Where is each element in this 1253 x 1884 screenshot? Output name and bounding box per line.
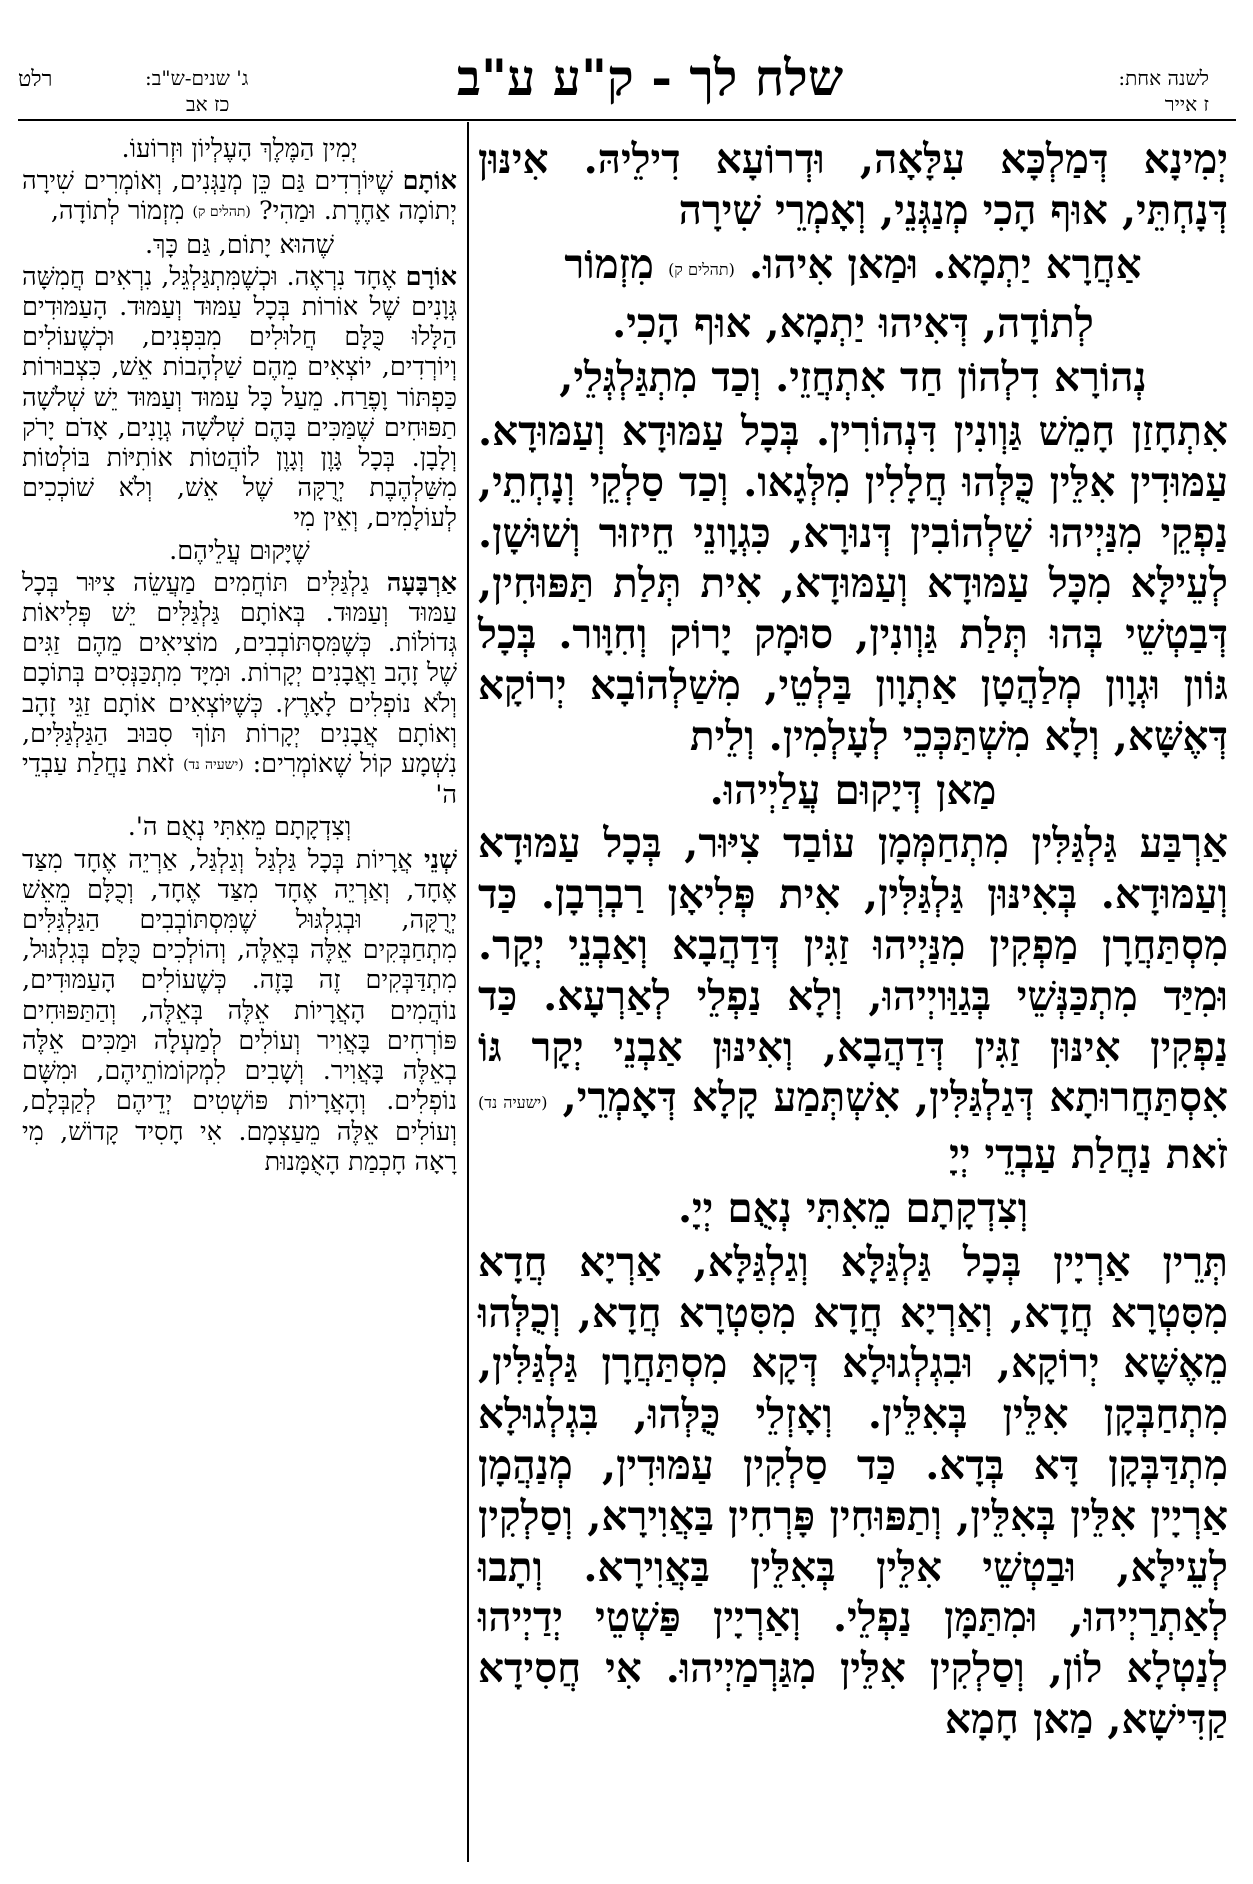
verse-reference: (ישעיה נד) (183, 757, 244, 774)
page-header (0, 0, 1253, 115)
schedule-label-one-year: לשנה אחת: (1118, 66, 1209, 90)
side-paragraph-2-end (22, 536, 457, 566)
side-text: שֶׁהוּא יָתוֹם, גַּם כָּךְ. (144, 229, 335, 260)
verse-quote: זֹאת נַחֲלַת עַבְדֵי ה' (22, 749, 457, 811)
paragraph-lead-word: שְׁנֵי (423, 844, 458, 875)
side-text: גַלְגַּלִּים תּוֹחֲמִים מַעֲשֵׂה צִיּוּר בְּכָל עַמּוּד וְעַמּוּד. בְּאוֹתָם גַּלְגַּלִּים יֵשׁ פְּלִיאוֹת גְּדוֹלוֹת. כְּשֶׁמִּסְתּוֹבְבִים, מוֹצִיאִים מֵהֶם זַגִּים שֶׁל זָהָב וַאֲבָנִים יְקָרוֹת. וּמִיָּד מִתְכַּנְּסִים בְּתוֹכָם וְלֹא נוֹפְלִים לָאָרֶץ. כְּשֶׁיּוֹצְאִים אוֹתָם זַגֵּי זָהָב וְאוֹתָם אֲבָנִים יְקָרוֹת תּוֹךְ סִבּוּב הַגַּלְגַּלִּים, נִשְׁמָע קוֹל שֶׁאוֹמְרִים: (22, 567, 457, 780)
verse-reference: (תהלים ק) (668, 259, 735, 279)
verse-quote: זֹאת נַחֲלַת עַבְדֵי יְיָ (949, 1130, 1228, 1179)
main-paragraph-1-end (478, 298, 1228, 349)
main-paragraph-4 (478, 1237, 1228, 1745)
main-paragraph-2-start (478, 352, 1228, 403)
verse-quote: וְצִדְקָתָם מֵאִתִּי נְאֻם יְיָ. (677, 1183, 1029, 1232)
side-paragraph-2 (22, 262, 457, 534)
side-paragraph-1-end (22, 230, 457, 260)
side-text: אֲרָיוֹת בְּכָל גַּלְגַּל וְגַלְגַּל, אַרְיֵה אֶחָד מִצַּד אֶחָד, וְאַרְיֵה אֶחָד מִצַּד אֶחָד, וְכֻלָּם מֵאֵשׁ יְרֻקָּה, וּבְגִלְגּוּל שֶׁמִּסְתּוֹבְבִים הַגַּלְגַּלִּים מִתְחַבְּקִים אֵלֶּה בְּאֵלֶּה, וְהוֹלְכִים כֻּלָּם בְּגִלְגּוּל, מִתְדַּבְּקִים זֶה בָּזֶה. כְּשֶׁעוֹלִים הָעַמּוּדִים, נוֹהֲמִים הָאֲרָיוֹת אֵלֶּה בְּאֵלֶּה, וְהַתַּפּוּחִים פּוֹרְחִים בָּאֲוִיר וְעוֹלִים לְמַעְלָה וּמַכִּים אֵלֶּה בְאֵלֶּה בָּאֲוִיר. וְשָׁבִים לִמְקוֹמוֹתֵיהֶם, וּמִשָּׁם נוֹפְלִים. וְהָאֲרָיוֹת פּוֹשְׁטִים יְדֵיהֶם לְקַבְּלָם, וְעוֹלִים אֵלֶּה מֵעַצְמָם. אִי חָסִיד קָדוֹשׁ, מִי רָאָה חָכְמַת הָאֻמָּנוּת (22, 844, 457, 1177)
main-text: תְּרֵין אַרְיָין בְּכָל גַּלְגַּלָּא וְגַלְגַּלָּא, אַרְיָא חֲדָא מִסִּטְרָא חֲדָא, וְאַרְיָא חֲדָא מִסִּטְרָא חֲדָא, וְכֻלְּהוּ מֵאֶשָּׁא יְרוֹקָא, וּבִגְלְגוּלָא דְּקָא מִסְתַּחֲרָן גַּלְגַּלִּין, מִתְחַבְּקָן אִלֵּין בְּאִלֵּין. וְאָזְלֵי כֻּלְּהוּ, בִּגְלְגוּלָא מִתְדַּבְּקָן דָּא בְּדָא. כַּד סַלְקִין עַמּוּדִין, מְנַהֲמָן אַרְיָין אִלֵּין בְּאִלֵּין, וְתַפּוּחִין פָּרְחִין בַּאֲוִירָא, וְסַלְקִין לְעֵילָּא, וּבַטְשֵׁי אִלֵּין בְּאִלֵּין בַּאֲוִירָא. וְתָבוּ לְאַתְרַיְיהוּ, וּמִתַּמָּן נַפְלֵי. וְאַרְיָין פַּשְׁטֵי יְדַיְיהוּ לְנַטְלָא לוֹן, וְסַלְקִין אִלֵּין מִגַּרְמַיְיהוּ. אִי חֲסִידָא קַדִּישָׁא, מַאן חָמָא (478, 1237, 1228, 1743)
main-text: יְמִינָא דְּמַלְכָּא עִלָּאָה, וּדְרוֹעָא דִילֵיהּ. אִינּוּן דְּנָחְתֵּי, אוּף הָכִי מְנַגְּנֵי, וְאָמְרֵי שִׁירָה (478, 135, 1228, 234)
side-paragraph-3 (22, 568, 457, 811)
page-title: שלח לך - ק"ע ע"ב (456, 48, 844, 107)
verse-reference: (ישעיה נד) (478, 1093, 548, 1113)
main-paragraph-3 (478, 818, 1228, 1180)
side-paragraph-1 (22, 166, 457, 227)
schedule-date-one-year: ז אייר (1164, 92, 1209, 116)
side-text: אֶחָד נִרְאֶה. וּכְשֶׁמִּתְגַּלְגֵּל, נִרְאִים חֲמִשָּׁה גְּוָנִים שֶׁל אוֹרוֹת בְּכָל עַמּוּד וְעַמּוּד. הָעַמּוּדִים הַלָּלוּ כֻּלָּם חֲלוּלִים מִבִּפְנִים, וּכְשֶׁעוֹלִים וְיוֹרְדִים, יוֹצְאִים מֵהֶם שַׁלְהָבוֹת אֵשׁ, כִּצְבוּרוֹת כַּפְתּוֹר וָפֶרַח. מֵעַל כָּל עַמּוּד וְעַמּוּד יֵשׁ שְׁלֹשָׁה תַפּוּחִים שֶׁמַּכִּים בָּהֶם שְׁלֹשָׁה גְוָנִים, אָדֹם יָרֹק וְלָבָן. בְּכָל גָּוֶן וְגָוֶן לוֹהֲטוֹת אוֹתִיּוֹת בּוֹלְטוֹת מִשַּׁלְהֶבֶת יְרֻקָּה שֶׁל אֵשׁ, וְלֹא שׁוֹכְכִים לְעוֹלָמִים, וְאֵין מִי (22, 261, 457, 534)
aramaic-column (478, 134, 1228, 1748)
main-text: אַרְבַּע גַּלְגַּלִּין מִתְחַמְּמָן עוֹבַד צִיּוּר, בְּכָל עַמּוּדָא וְעַמּוּדָא. בְּאִינּוּן גַּלְגַּלִּין, אִית פְּלִיאָן רַבְרְבָן. כַּד מִסְתַּחֲרָן מַפְקִין מִנַּיְיהוּ זַגִּין דְּדַהֲבָא וְאַבְנֵי יְקָר. וּמִיַּד מִתְכַּנְּשֵׁי בְּגַוַּויְיהוּ, וְלָא נַפְלֵי לְאַרְעָא. כַּד נַפְקִין אִינּוּן זַגִּין דְּדַהֲבָא, וְאִינּוּן אַבְנֵי יְקָר גּוֹ אִסְתַּחֲרוּתָא דְּגַלְגַּלִּין, אִשְׁתְּמַע קָלָא דְּאָמְרֵי, (478, 819, 1228, 1122)
schedule-label-three-years: ג' שנים-ש"ב: (145, 66, 249, 90)
verse-reference: (תהלים ק) (192, 204, 251, 221)
main-text: אַחֲרָא יַתְמָא. וּמַאן אִיהוּ. (748, 239, 1142, 288)
side-paragraph-0 (22, 134, 457, 164)
paragraph-lead-word: אוֹתָם (402, 166, 458, 197)
side-text: שֶׁיָּקוּם עֲלֵיהֶם. (169, 535, 310, 566)
verse-quote: וְצִדְקָתָם מֵאִתִּי נְאֻם ה'. (127, 812, 352, 843)
main-paragraph-2 (478, 406, 1228, 762)
header-rule (18, 119, 1236, 121)
main-paragraph-3-end (478, 1183, 1228, 1234)
page-number: רלט (18, 67, 53, 92)
verse-quote: מִזְמוֹר לְתוֹדָה, (50, 196, 185, 227)
main-text: לְתוֹדָה, דְּאִיהוּ יַתְמָא, אוּף הָכִי. (612, 299, 1094, 348)
side-paragraph-4 (22, 845, 457, 1177)
side-text: יְמִין הַמֶּלֶךְ הָעֶלְיוֹן וּזְרוֹעוֹ. (121, 134, 358, 164)
main-paragraph-1-line (478, 239, 1228, 296)
main-text: מַאן דְּיָקוּם עֲלַיְיהוּ. (709, 765, 997, 814)
paragraph-lead-word: אוֹרָם (405, 261, 457, 292)
verse-quote: מִזְמוֹר (564, 239, 654, 288)
paragraph-lead-word: אַרְבָּעָה (386, 567, 458, 598)
hebrew-translation-column (22, 134, 457, 1179)
schedule-date-three-years: כז אב (186, 92, 230, 116)
side-paragraph-3-end (22, 812, 457, 842)
main-text: אִתְחָזַן חָמֵשׁ גַּוְונִין דִּנְהוֹרִין. בְּכָל עַמּוּדָא וְעַמּוּדָא. עַמּוּדִין אִלֵּין כֻּלְּהוּ חֲלָלִין מִלְּגָאו. וְכַד סַלְקֵי וְנָחְתֵי, נַפְקֵי מִנַּיְיהוּ שַׁלְהוֹבִין דְּנוּרָא, כִּגְוָונֵי חֵיזוּר וְשׁוּשָׁן. לְעֵילָּא מִכָּל עַמּוּדָא וְעַמּוּדָא, אִית תְּלַת תַּפּוּחִין, דְּבַטְשֵׁי בְּהוּ תְּלַת גַּוְונִין, סוּמָק יָרוֹק וְחִוָּור. בְּכָל גּוֹון וּגְוָון מְלַהֲטָן אַתְוָון בַּלְטֵי, מִשַׁלְהוֹבָא יְרוֹקָא דְּאֶשָּׁא, וְלָא מִשְׁתַּכְּכֵי לְעָלְמִין. וְלֵית (478, 406, 1228, 760)
main-paragraph-1 (478, 134, 1228, 236)
side-text: שֶׁיּוֹרְדִים גַּם כֵּן מְנַגְּנִים, וְאוֹמְרִים שִׁירָה יְתוֹמָה אַחֶרֶת. וּמַהִי? (22, 166, 457, 227)
main-text: נְהוֹרָא דִלְהוֹן חַד אִתְחֲזֵי. וְכַד מִתְגַּלְגְּלֵי, (559, 353, 1147, 402)
main-paragraph-2-end (478, 765, 1228, 816)
column-divider (467, 122, 469, 1862)
